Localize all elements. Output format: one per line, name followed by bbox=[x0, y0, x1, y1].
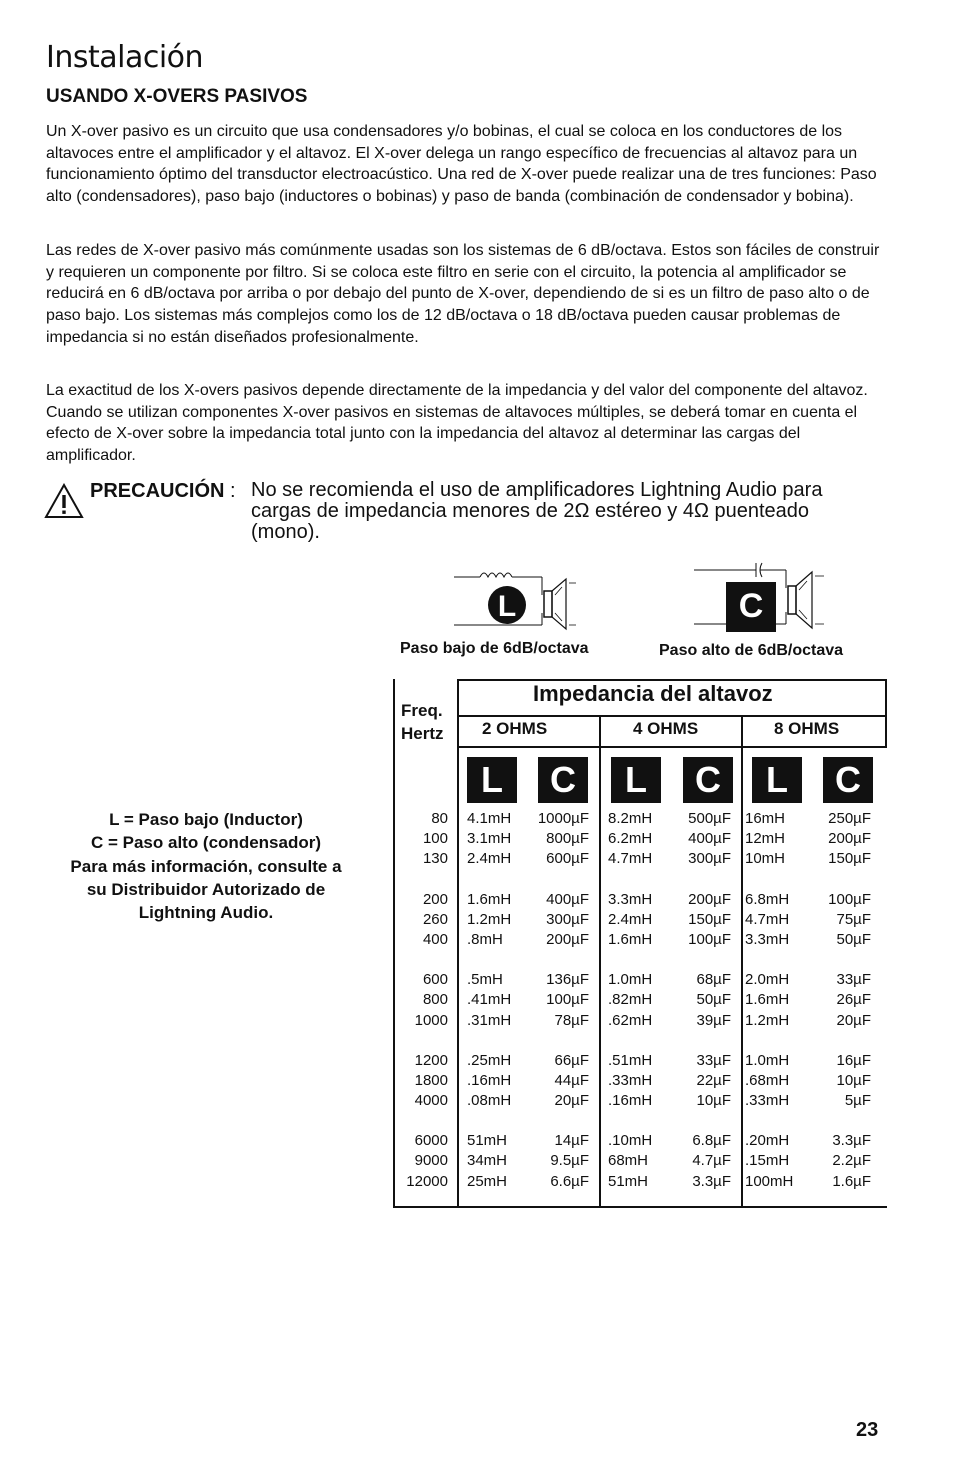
table-cell: 12000 bbox=[406, 1172, 448, 1190]
paragraph-2: Las redes de X-over pasivo más comúnmente usadas son los sistemas de 6 dB/octava. Estos son fáciles de construir y requieren un componente por filtro. Si se coloca este filtro en serie con el circuito, la potencia al amplificador se reducirá en 6 dB/octava por arriba o por debajo del punto de X-over, dependiendo de si es un filtro de paso alto o de paso bajo. Los sistemas más complejos como los de 12 dB/octava o 18 dB/octava pueden causar problemas de impedancia si no están diseñados profesionalmente. bbox=[46, 242, 880, 346]
ohms-2-capacitor-column bbox=[538, 809, 589, 1192]
table-cell: 3.3µF bbox=[692, 1172, 731, 1190]
table-cell: 8.2mH bbox=[608, 810, 653, 827]
table-cell: 26µF bbox=[836, 991, 871, 1009]
lowpass-badge-letter: L bbox=[497, 590, 517, 623]
table-cell: 3.1mH bbox=[467, 830, 512, 848]
table-cell: 400 bbox=[422, 930, 448, 948]
legend-line: Lightning Audio. bbox=[138, 903, 274, 923]
capacitor-badge: C bbox=[538, 757, 588, 803]
section-title: Instalación bbox=[46, 40, 204, 75]
table-cell: 150µF bbox=[828, 850, 871, 868]
table-cell: 33µF bbox=[836, 971, 871, 989]
freq-header: Freq. Hertz bbox=[401, 701, 444, 743]
table-cell: 136µF bbox=[546, 971, 589, 989]
table-cell: 1.6mH bbox=[745, 991, 790, 1009]
table-cell: 4.7mH bbox=[608, 850, 653, 868]
section-heading: USANDO X-OVERS PASIVOS bbox=[46, 86, 308, 107]
table-cell: 600µF bbox=[546, 850, 589, 868]
table-cell: 6.2mH bbox=[608, 830, 653, 848]
legend-line: L = Paso bajo (Inductor) bbox=[109, 810, 303, 829]
paragraph-1: Un X-over pasivo es un circuito que usa condensadores y/o bobinas, el cual se coloca en los conductores de los altavoces entre el amplificador y el altavoz. El X-over delega un rango específico de frecuencias al altavoz para un funcionamiento óptimo del transductor electroacústico. Una red de X-over puede realizar una de tres funciones: Paso alto (condensadores), paso bajo (inductores o bobinas) y paso de banda (combinación de condensador y bobina). bbox=[46, 123, 877, 206]
table-cell: 800µF bbox=[546, 830, 589, 848]
capacitor-badge: C bbox=[823, 757, 873, 803]
table-cell: 50µF bbox=[696, 991, 731, 1009]
inductor-badge: L bbox=[752, 757, 802, 803]
table-cell: 2.4mH bbox=[608, 910, 653, 928]
table-cell: 1.6mH bbox=[467, 890, 512, 908]
table-cell: 1800 bbox=[414, 1071, 448, 1089]
warning-triangle-icon bbox=[44, 483, 84, 519]
table-cell: 51mH bbox=[608, 1172, 649, 1190]
page-number: 23 bbox=[856, 1419, 879, 1441]
table-cell: .15mH bbox=[745, 1152, 790, 1170]
highpass-diagram bbox=[690, 560, 835, 636]
table-cell: 9.5µF bbox=[550, 1152, 589, 1170]
lowpass-circuit-icon bbox=[450, 565, 590, 637]
ohms-2-header: 2 OHMS bbox=[482, 719, 548, 738]
ohms-4-header: 4 OHMS bbox=[633, 719, 699, 738]
caution-label: PRECAUCIÓN bbox=[90, 480, 225, 502]
table-cell: 20µF bbox=[554, 1092, 589, 1110]
table-cell: 200µF bbox=[546, 930, 589, 948]
caution-colon: : bbox=[230, 480, 236, 502]
impedance-table bbox=[393, 679, 887, 1208]
inductor-badge: L bbox=[467, 757, 517, 803]
table-cell: 4.1mH bbox=[467, 810, 512, 827]
table-cell: 1.2mH bbox=[467, 910, 512, 928]
frequency-column bbox=[406, 809, 448, 1192]
table-cell: 100µF bbox=[546, 991, 589, 1009]
table-cell: 1.0mH bbox=[608, 971, 653, 989]
table-cell: 400µF bbox=[546, 890, 589, 908]
table-cell: 130 bbox=[422, 850, 448, 868]
legend-line: C = Paso alto (condensador) bbox=[90, 833, 321, 853]
table-cell: 14µF bbox=[554, 1132, 589, 1150]
legend-line: Para más información, consulte a bbox=[70, 856, 342, 876]
table-cell: 100 bbox=[422, 830, 448, 848]
table-cell: 1000µF bbox=[537, 810, 589, 827]
lowpass-diagram bbox=[450, 565, 590, 637]
highpass-circuit-icon bbox=[690, 560, 835, 636]
table-cell: 10µF bbox=[696, 1092, 731, 1110]
table-cell: 78µF bbox=[554, 1011, 589, 1029]
table-cell: 16mH bbox=[745, 810, 786, 827]
table-cell: 200µF bbox=[828, 830, 871, 848]
table-cell: 5µF bbox=[844, 1092, 871, 1110]
capacitor-badge: C bbox=[683, 757, 733, 803]
ohms-4-inductor-column bbox=[608, 809, 652, 1192]
ohms-8-capacitor-column bbox=[828, 809, 871, 1192]
table-cell: 4.7µF bbox=[692, 1152, 731, 1170]
table-cell: .5mH bbox=[467, 971, 503, 989]
table-cell: 68mH bbox=[608, 1152, 649, 1170]
inductor-badge: L bbox=[611, 757, 661, 803]
table-cell: 12mH bbox=[745, 830, 786, 848]
table-cell: .33mH bbox=[745, 1092, 790, 1110]
table-cell: 44µF bbox=[554, 1071, 589, 1089]
table-cell: .51mH bbox=[608, 1051, 653, 1069]
table-cell: .16mH bbox=[467, 1071, 512, 1089]
table-cell: 25mH bbox=[467, 1172, 508, 1190]
table-cell: 34mH bbox=[467, 1152, 508, 1170]
table-cell: 6.6µF bbox=[550, 1172, 589, 1190]
table-cell: .10mH bbox=[608, 1132, 653, 1150]
table-cell: 6.8µF bbox=[692, 1132, 731, 1150]
table-cell: 400µF bbox=[688, 830, 731, 848]
table-cell: 2.2µF bbox=[832, 1152, 871, 1170]
table-cell: 100mH bbox=[745, 1172, 794, 1190]
table-cell: 600 bbox=[422, 971, 448, 989]
table-cell: 200 bbox=[422, 890, 448, 908]
table-cell: 100µF bbox=[688, 930, 731, 948]
table-cell: 1.6mH bbox=[608, 930, 653, 948]
table-cell: 10mH bbox=[745, 850, 786, 868]
table-cell: 68µF bbox=[696, 971, 731, 989]
table-cell: 150µF bbox=[688, 910, 731, 928]
paragraph-3: La exactitud de los X-overs pasivos depende directamente de la impedancia y del valor del componente del altavoz. Cuando se utilizan componentes X-over pasivos en sistemas de altavoces múltiples, se deberá tomar en cuenta el efecto de X-over sobre la impedancia total junto con la impedancia del altavoz al determinar las cargas del amplificador. bbox=[46, 382, 868, 465]
table-cell: 800 bbox=[422, 991, 448, 1009]
table-cell: 3.3µF bbox=[832, 1132, 871, 1150]
table-cell: 200µF bbox=[688, 890, 731, 908]
table-cell: 250µF bbox=[828, 810, 871, 827]
ohms-2-inductor-column bbox=[467, 809, 511, 1192]
table-cell: .62mH bbox=[608, 1011, 653, 1029]
table-cell: 300µF bbox=[546, 910, 589, 928]
table-cell: 300µF bbox=[688, 850, 731, 868]
table-cell: .8mH bbox=[467, 930, 503, 948]
table-cell: .25mH bbox=[467, 1051, 512, 1069]
table-cell: 6000 bbox=[414, 1132, 448, 1150]
table-cell: 3.3mH bbox=[608, 890, 653, 908]
table-cell: 4.7mH bbox=[745, 910, 790, 928]
ohms-8-inductor-column bbox=[745, 809, 793, 1192]
table-cell: 75µF bbox=[836, 910, 871, 928]
table-cell: 33µF bbox=[696, 1051, 731, 1069]
table-cell: 50µF bbox=[836, 930, 871, 948]
table-cell: 1.2mH bbox=[745, 1011, 790, 1029]
table-cell: .82mH bbox=[608, 991, 653, 1009]
table-cell: 66µF bbox=[554, 1051, 589, 1069]
table-cell: 2.4mH bbox=[467, 850, 512, 868]
table-cell: .68mH bbox=[745, 1071, 790, 1089]
table-cell: 39µF bbox=[696, 1011, 731, 1029]
table-cell: 4000 bbox=[414, 1092, 448, 1110]
highpass-badge-letter: C bbox=[738, 587, 764, 625]
table-cell: .08mH bbox=[467, 1092, 512, 1110]
table-cell: 260 bbox=[422, 910, 448, 928]
table-cell: 100µF bbox=[828, 890, 871, 908]
ohms-4-capacitor-column bbox=[688, 809, 731, 1192]
table-cell: .16mH bbox=[608, 1092, 653, 1110]
table-cell: 20µF bbox=[836, 1011, 871, 1029]
table-cell: 6.8mH bbox=[745, 890, 790, 908]
table-cell: 1000 bbox=[414, 1011, 448, 1029]
table-cell: .31mH bbox=[467, 1011, 512, 1029]
table-cell: 16µF bbox=[836, 1051, 871, 1069]
table-cell: 9000 bbox=[414, 1152, 448, 1170]
ohms-8-header: 8 OHMS bbox=[774, 719, 840, 738]
table-cell: 1200 bbox=[414, 1051, 448, 1069]
lowpass-caption: Paso bajo de 6dB/octava bbox=[400, 640, 589, 657]
legend-note bbox=[40, 808, 372, 924]
table-cell: 500µF bbox=[688, 810, 731, 827]
table-cell: 51mH bbox=[467, 1132, 508, 1150]
table-cell: 1.6µF bbox=[832, 1172, 871, 1190]
table-cell: 22µF bbox=[696, 1071, 731, 1089]
table-cell: 3.3mH bbox=[745, 930, 790, 948]
legend-line: su Distribuidor Autorizado de bbox=[86, 879, 326, 899]
impedance-title: Impedancia del altavoz bbox=[533, 681, 773, 706]
table-cell: 1.0mH bbox=[745, 1051, 790, 1069]
table-cell: 80 bbox=[431, 810, 448, 827]
table-cell: .33mH bbox=[608, 1071, 653, 1089]
table-cell: 10µF bbox=[836, 1071, 871, 1089]
caution-text: No se recomienda el uso de amplificadores Lightning Audio para cargas de impedancia menores de 2Ω estéreo y 4Ω puenteado (mono). bbox=[251, 479, 823, 543]
table-cell: 2.0mH bbox=[745, 971, 790, 989]
highpass-caption: Paso alto de 6dB/octava bbox=[659, 642, 844, 659]
table-cell: .41mH bbox=[467, 991, 512, 1009]
table-cell: .20mH bbox=[745, 1132, 790, 1150]
